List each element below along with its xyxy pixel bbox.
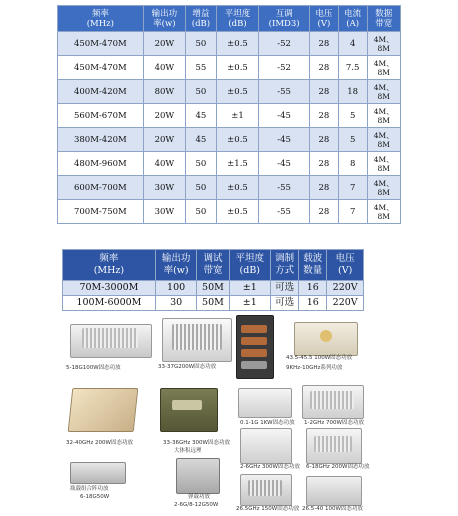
table-cell: 50 bbox=[186, 200, 217, 224]
product-caption: 33-36GHz 300W固态功放 bbox=[163, 440, 230, 446]
table-cell: 5 bbox=[338, 128, 367, 152]
table-cell: 4M、 8M bbox=[367, 104, 400, 128]
table-cell: 28 bbox=[310, 128, 339, 152]
amplifier-photo bbox=[160, 388, 218, 432]
product-33-36ghz-300w bbox=[160, 388, 218, 432]
table-row bbox=[58, 104, 401, 128]
table-cell: 5 bbox=[338, 104, 367, 128]
column-header: 电压 (V) bbox=[310, 6, 339, 32]
product-caption: 2-6G/8-12G50W bbox=[174, 502, 219, 508]
table-cell: 45 bbox=[186, 128, 217, 152]
column-header: 频率 (MHz) bbox=[63, 250, 156, 281]
column-header: 平坦度 (dB) bbox=[216, 6, 258, 32]
table-cell: 4M、 8M bbox=[367, 56, 400, 80]
table-cell: 4M、 8M bbox=[367, 80, 400, 104]
product-caption: 大体积远理 bbox=[174, 448, 202, 454]
table-cell: 220V bbox=[327, 281, 364, 296]
product-43-45g-100w bbox=[294, 322, 358, 356]
table-cell: 8 bbox=[338, 152, 367, 176]
table-cell: 28 bbox=[310, 152, 339, 176]
table-cell: -55 bbox=[259, 80, 310, 104]
column-header: 调制 方式 bbox=[271, 250, 299, 281]
table-cell: ±1.5 bbox=[216, 152, 258, 176]
product-caption: 43.5-45.5 100W固态功放 bbox=[286, 355, 353, 361]
table-cell: -45 bbox=[259, 128, 310, 152]
table-cell: ±0.5 bbox=[216, 32, 258, 56]
product-5-18g-100w bbox=[66, 322, 154, 370]
table-cell: ±0.5 bbox=[216, 80, 258, 104]
table-cell: 560M-670M bbox=[58, 104, 144, 128]
table-cell: 450M-470M bbox=[58, 32, 144, 56]
table-row bbox=[58, 56, 401, 80]
table-cell: 4M、 8M bbox=[367, 128, 400, 152]
table-cell: -55 bbox=[259, 200, 310, 224]
amplifier-fins bbox=[172, 324, 222, 350]
table-cell: 20W bbox=[143, 32, 185, 56]
table-row bbox=[63, 281, 364, 296]
product-caption: 32-40GHz 200W固态功放 bbox=[66, 440, 133, 446]
rack-panel bbox=[241, 349, 267, 357]
column-header: 数据 带宽 bbox=[367, 6, 400, 32]
table-cell: ±1 bbox=[229, 281, 271, 296]
table-cell: 16 bbox=[299, 296, 327, 311]
column-header: 载波 数量 bbox=[299, 250, 327, 281]
table-row bbox=[58, 176, 401, 200]
table-cell: 可选 bbox=[271, 281, 299, 296]
product-caption: 6-18G50W bbox=[80, 494, 110, 500]
table-cell: -52 bbox=[259, 32, 310, 56]
table-cell: 380M-420M bbox=[58, 128, 144, 152]
amplifier-photo bbox=[70, 462, 126, 484]
broadband-amplifier-table bbox=[62, 249, 364, 311]
table-cell: 400M-420M bbox=[58, 80, 144, 104]
table-cell: 4 bbox=[338, 32, 367, 56]
amplifier-photo bbox=[306, 476, 362, 506]
table-cell: 40W bbox=[143, 152, 185, 176]
column-header: 电流 (A) bbox=[338, 6, 367, 32]
table-cell: 4M、 8M bbox=[367, 176, 400, 200]
table-row bbox=[58, 152, 401, 176]
table-row bbox=[58, 128, 401, 152]
table-cell: 7 bbox=[338, 176, 367, 200]
table-cell: ±0.5 bbox=[216, 200, 258, 224]
rack-panel bbox=[241, 325, 267, 333]
amplifier-label bbox=[172, 400, 202, 410]
table-cell: 4M、 8M bbox=[367, 200, 400, 224]
product-33-37g-200w bbox=[160, 318, 232, 364]
table-cell: 可选 bbox=[271, 296, 299, 311]
table-cell: 28 bbox=[310, 56, 339, 80]
column-header: 调试 带宽 bbox=[197, 250, 229, 281]
product-caption: 弹载功放 bbox=[188, 494, 211, 500]
product-caption: 2-6GHz 300W固态功放 bbox=[240, 464, 300, 470]
table-cell: 28 bbox=[310, 176, 339, 200]
table-cell: 100 bbox=[155, 281, 197, 296]
amplifier-photo bbox=[238, 388, 292, 418]
table-cell: 7 bbox=[338, 200, 367, 224]
product-rack-cabinet bbox=[236, 315, 274, 377]
table-cell: 20W bbox=[143, 128, 185, 152]
table-cell: 700M-750M bbox=[58, 200, 144, 224]
table-cell: -45 bbox=[259, 152, 310, 176]
product-caption: 0.1-1G 1KW固态功放 bbox=[240, 420, 295, 426]
product-caption: 33-37G200W固态功放 bbox=[158, 364, 217, 370]
table-cell: 20W bbox=[143, 104, 185, 128]
table-cell: 55 bbox=[186, 56, 217, 80]
product-26.5ghz-150w bbox=[240, 474, 292, 506]
table-cell: 30 bbox=[155, 296, 197, 311]
table-row bbox=[58, 80, 401, 104]
table-cell: 45 bbox=[186, 104, 217, 128]
column-header: 输出功 率(w) bbox=[155, 250, 197, 281]
table-cell: 28 bbox=[310, 80, 339, 104]
product-caption: 6-18GHz 200W固态功放 bbox=[306, 464, 370, 470]
table-cell: 4M、 8M bbox=[367, 152, 400, 176]
amplifier-photo bbox=[176, 458, 220, 494]
rack-panel bbox=[241, 361, 267, 369]
column-header: 增益 (dB) bbox=[186, 6, 217, 32]
table-cell: ±1 bbox=[229, 296, 271, 311]
table-cell: ±0.5 bbox=[216, 128, 258, 152]
rack-panel bbox=[241, 337, 267, 345]
table-cell: 40W bbox=[143, 56, 185, 80]
table-cell: 50 bbox=[186, 80, 217, 104]
amplifier-connector bbox=[320, 330, 332, 342]
product-caption: 5-18G100W固态功放 bbox=[66, 365, 121, 371]
product-26.5-40-100w bbox=[306, 476, 362, 506]
product-0.1-1g-1kw bbox=[238, 388, 292, 418]
table-cell: -45 bbox=[259, 104, 310, 128]
table-cell: -52 bbox=[259, 56, 310, 80]
amplifier-fins bbox=[82, 328, 138, 348]
table-row bbox=[63, 296, 364, 311]
table-cell: 100M-6000M bbox=[63, 296, 156, 311]
product-caption: 26.5-40 100W固态功放 bbox=[302, 506, 363, 512]
amplifier-fins bbox=[314, 436, 352, 452]
column-header: 输出功 率(w) bbox=[143, 6, 185, 32]
table-cell: ±0.5 bbox=[216, 56, 258, 80]
product-6-18ghz-200w bbox=[306, 428, 362, 464]
product-2-6ghz-300w bbox=[240, 428, 292, 464]
table-cell: 16 bbox=[299, 281, 327, 296]
product-1-2ghz-700w bbox=[302, 385, 364, 419]
table-cell: ±1 bbox=[216, 104, 258, 128]
column-header: 平坦度 (dB) bbox=[229, 250, 271, 281]
table-cell: 30W bbox=[143, 200, 185, 224]
amplifier-fins bbox=[248, 480, 282, 496]
product-missile-amplifier bbox=[176, 458, 220, 494]
table-cell: 50 bbox=[186, 176, 217, 200]
table-cell: 28 bbox=[310, 200, 339, 224]
table-cell: 70M-3000M bbox=[63, 281, 156, 296]
product-caption: 9KHz-10GHz系列功放 bbox=[286, 365, 343, 371]
column-header: 互调 (IMD3) bbox=[259, 6, 310, 32]
table-cell: 80W bbox=[143, 80, 185, 104]
table-row bbox=[58, 32, 401, 56]
amplifier-spec-table bbox=[57, 5, 401, 224]
table-cell: 50 bbox=[186, 152, 217, 176]
product-array-amplifier bbox=[70, 462, 126, 484]
product-caption: 瓶载组合阵功放 bbox=[70, 486, 109, 492]
table-header-row bbox=[63, 250, 364, 281]
column-header: 电压 (V) bbox=[327, 250, 364, 281]
table-cell: 450M-470M bbox=[58, 56, 144, 80]
table-row bbox=[58, 200, 401, 224]
amplifier-photo bbox=[68, 388, 139, 432]
table-cell: 50 bbox=[186, 32, 217, 56]
table-cell: 600M-700M bbox=[58, 176, 144, 200]
column-header: 频率 (MHz) bbox=[58, 6, 144, 32]
table-cell: 50M bbox=[197, 281, 229, 296]
table-cell: -55 bbox=[259, 176, 310, 200]
table-cell: ±0.5 bbox=[216, 176, 258, 200]
product-caption: 26.5GHz 150W固态功放 bbox=[236, 506, 300, 512]
amplifier-photo bbox=[240, 428, 292, 464]
table-header-row bbox=[58, 6, 401, 32]
table-cell: 30W bbox=[143, 176, 185, 200]
table-cell: 28 bbox=[310, 104, 339, 128]
table-cell: 4M、 8M bbox=[367, 32, 400, 56]
table-cell: 50M bbox=[197, 296, 229, 311]
table-cell: 18 bbox=[338, 80, 367, 104]
table-cell: 220V bbox=[327, 296, 364, 311]
product-caption: 1-2GHz 700W固态功放 bbox=[304, 420, 364, 426]
product-32-40ghz-200w bbox=[70, 388, 136, 432]
table-cell: 480M-960M bbox=[58, 152, 144, 176]
amplifier-fins bbox=[310, 391, 354, 409]
table-cell: 28 bbox=[310, 32, 339, 56]
table-cell: 7.5 bbox=[338, 56, 367, 80]
